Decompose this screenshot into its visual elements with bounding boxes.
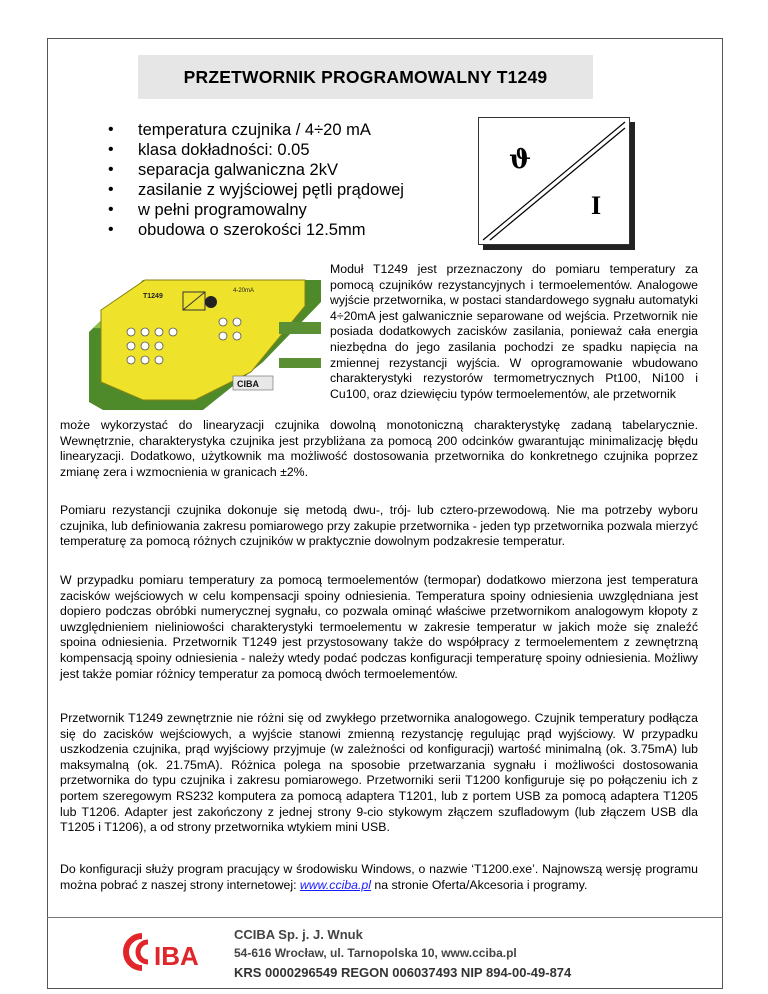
paragraph-measurement: Pomiaru rezystancji czujnika dokonuje się metodą dwu-, trój- lub cztero-przewodową. Nie ma potrzeby wyboru czujnika, lub definiowania zakresu pomiarowego przy zakupie przetwornika - jeden typ przetwornika pozwala mierzyć temperaturę za pomocą różnych czujników w praktycznie dowolnym podzakresie temperatur. xyxy=(60,503,698,549)
company-registry: KRS 0000296549 REGON 006037493 NIP 894-00-49-874 xyxy=(234,965,572,980)
paragraph-software xyxy=(60,862,698,893)
feature-item: • obudowa o szerokości 12.5mm xyxy=(108,220,404,240)
paragraph-configuration: Przetwornik T1249 zewnętrznie nie różni się od zwykłego przetwornika analogowego. Czujnik temperatury podłącza się do zacisków wejściowych, a wyjście stanowi zmienną rezystancję regulując prąd wyjściowy. W przypadku uszkodzenia czujnika, prąd wyjściowy przyjmuje (w zależności od konfiguracji) wartość minimalną (ok. 3.75mA) lub maksymalną (ok. 21.75mA). Różnica polega na sposobie przetwarzania sygnału i możliwości dostosowania przetwornika do typu czujnika i zakresu pomiarowego. Przetworniki serii T1200 konfiguruje się po połączeniu ich z portem szeregowym RS232 komputera za pomocą adaptera T1201, lub z portem USB za pomocą adaptera T1205 lub T1206. Adapter jest zakończony z jednej strony 9-cio stykowym złączem szufladowym (lub złączem USB dla T1205 i T1206), a od strony przetwornika wtykiem mini USB. xyxy=(60,711,698,835)
page-title: PRZETWORNIK PROGRAMOWALNY T1249 xyxy=(183,66,548,87)
website-link[interactable]: www.cciba.pl xyxy=(299,877,371,892)
intro-paragraph-continued: może wykorzystać do linearyzacji czujnika dowolną monotoniczną charakterystykę zadaną tabelarycznie. Wewnętrznie, charakterystyka czujnika jest przybliżana za pomocą 200 odcinków gwarantując minimalizację błędu linearyzacji. Dodatkowo, użytkownik ma możliwość dostosowania przetwornika do konkretnego czujnika poprzez zmianę zera i wzmocnienia w granicach ±2%. xyxy=(60,418,698,479)
intro-paragraph: Moduł T1249 jest przeznaczony do pomiaru temperatury za pomocą czujników rezystancyjnych i termoelementów. Analogowe wyjście przetwornika, w postaci standardowego sygnału automatyki 4÷20mA jest galwanicznie separowane od wejścia. Przetwornik nie posiada dodatkowych zacisków zasilania, ponieważ cała energia niezbędna do jego zasilania pochodzi ze spadku napięcia na zmiennej rezystancji wyjścia. W oprogramowanie wbudowano charakterystyki rezystorów termometrycznych Pt100, Ni100 i Cu100, oraz dziewięciu typów termoelementów, ale przetwornik xyxy=(330,262,698,401)
feature-item: • separacja galwaniczna 2kV xyxy=(108,160,404,180)
company-address xyxy=(234,925,571,982)
feature-item: • w pełni programowalny xyxy=(108,200,404,220)
logo-text: IBA xyxy=(154,941,199,971)
paragraph-thermocouple: W przypadku pomiaru temperatury za pomocą termoelementów (termopar) dodatkowo mierzona jest temperatura zacisków wejściowych w celu kompensacji spoiny odniesienia. Temperatura spoiny odniesienia uwzględniana jest dopiero podczas obróbki numerycznej sygnału, co pozwala ominąć właściwe przetwornikom analogowym kłopoty z uwzględnieniem nieliniowości charakterystyki termoelementu w zakresie temperatur w jakich może się znaleźć spoina odniesienia. Przetwornik T1249 jest przystosowany także do współpracy z termoelementem z zewnętrzną kompensacją spoiny odniesienia - należy wtedy podać podczas konfiguracji temperaturę spoiny odniesienia. Możliwy jest także pomiar różnicy temperatur za pomocą dwóch termoelementów. xyxy=(60,573,698,681)
software-text: Do konfiguracji służy program pracujący w środowisku Windows, o nazwie ‘T1200.exe’. Najnowszą wersję programu można pobrać z naszej strony internetowej: xyxy=(60,862,698,892)
current-symbol: I xyxy=(591,191,602,220)
product-model-label: T1249 xyxy=(143,293,163,300)
product-image xyxy=(83,262,321,410)
feature-item: • klasa dokładności: 0.05 xyxy=(108,140,404,160)
product-brand-label: CIBA xyxy=(237,379,259,389)
theta-symbol: ϑ xyxy=(509,145,532,175)
feature-item: • zasilanie z wyjściowej pętli prądowej xyxy=(108,180,404,200)
footer-divider xyxy=(47,917,723,918)
company-logo xyxy=(112,930,222,974)
symbol-diagonal xyxy=(483,122,625,240)
feature-list xyxy=(108,120,404,240)
transducer-symbol xyxy=(478,117,630,245)
company-street: 54-616 Wrocław, ul. Tarnopolska 10, www.cciba.pl xyxy=(234,946,517,960)
software-text-end: na stronie Oferta/Akcesoria i programy. xyxy=(371,877,588,892)
feature-item: • temperatura czujnika / 4÷20 mA xyxy=(108,120,404,140)
product-range-label: 4-20mA xyxy=(233,288,255,294)
company-name: CCIBA Sp. j. J. Wnuk xyxy=(234,927,363,942)
title-box xyxy=(138,55,593,99)
